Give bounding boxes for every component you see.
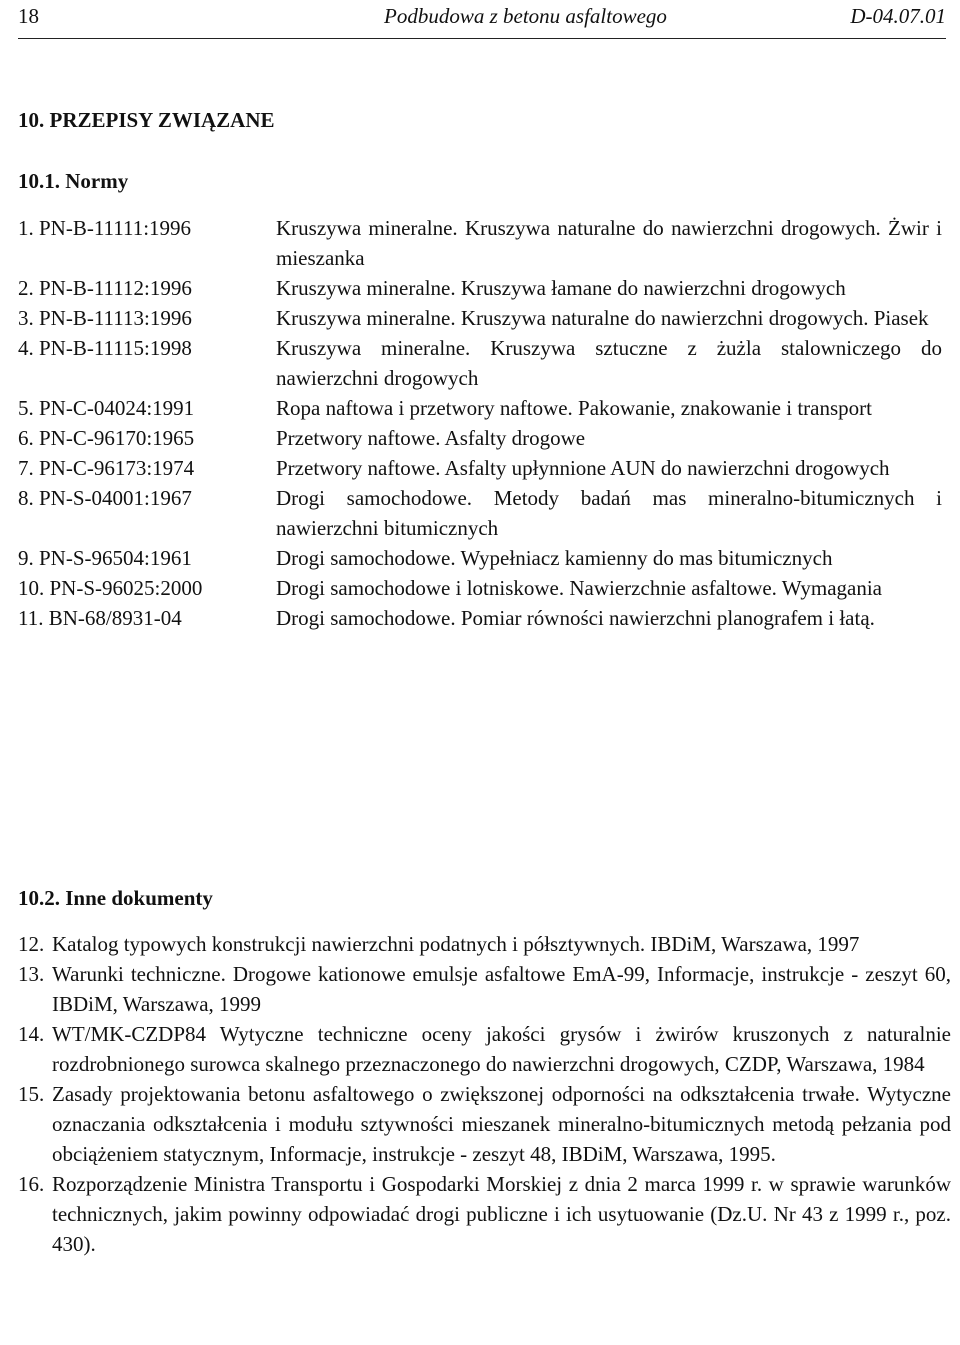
- document-text: Katalog typowych konstrukcji nawierzchni podatnych i półsztywnych. IBDiM, Warszawa, 1997: [52, 932, 860, 956]
- document-item: [18, 1079, 951, 1169]
- norm-code: 2. PN-B-11112:1996: [18, 276, 192, 300]
- norm-item: [18, 483, 942, 543]
- document-text: WT/MK-CZDP84 Wytyczne techniczne oceny jakości grysów i żwirów kruszonych z naturalnie rozdrobnionego surowca skalnego przeznaczonego do nawierzchni drogowych, CZDP, Warszawa, 1984: [52, 1022, 951, 1076]
- norm-code: 11. BN-68/8931-04: [18, 606, 182, 630]
- norm-item: [18, 393, 942, 423]
- document-item: [18, 1019, 951, 1079]
- norms-heading: 10.1. Normy: [18, 169, 129, 193]
- document-number: 15.: [18, 1082, 45, 1106]
- norm-item: [18, 573, 942, 603]
- document-text: Zasady projektowania betonu asfaltowego o zwiększonej odporności na odkształcenia trwałe. Wytyczne oznaczania odkształcenia i modułu sztywności mieszanek mineralno-bitumicznych metodą pełzania pod obciążeniem statycznym, Informacje, instrukcje - zeszyt 48, IBDiM, Warszawa, 1995.: [52, 1082, 951, 1166]
- running-title: Podbudowa z betonu asfaltowego: [384, 4, 667, 28]
- norm-description: Drogi samochodowe. Wypełniacz kamienny do mas bitumicznych: [276, 546, 833, 570]
- norm-code: 9. PN-S-96504:1961: [18, 546, 192, 570]
- document-item: [18, 929, 951, 959]
- norm-description: Ropa naftowa i przetwory naftowe. Pakowanie, znakowanie i transport: [276, 396, 872, 420]
- norm-code: 4. PN-B-11115:1998: [18, 336, 192, 360]
- document-item: [18, 959, 951, 1019]
- norm-code: 1. PN-B-11111:1996: [18, 216, 192, 240]
- norm-item: [18, 453, 942, 483]
- norm-description: Kruszywa mineralne. Kruszywa naturalne do nawierzchni drogowych. Piasek: [276, 306, 929, 330]
- norm-code: 10. PN-S-96025:2000: [18, 576, 203, 600]
- norm-code: 6. PN-C-96170:1965: [18, 426, 195, 450]
- other-documents-list: [18, 929, 951, 1259]
- norm-item: [18, 333, 942, 393]
- norm-description: Przetwory naftowe. Asfalty drogowe: [276, 426, 586, 450]
- norm-description: Drogi samochodowe i lotniskowe. Nawierzchnie asfaltowe. Wymagania: [276, 576, 882, 600]
- document-number: 14.: [18, 1022, 45, 1046]
- norms-list: [18, 213, 942, 633]
- norm-description: Kruszywa mineralne. Kruszywa łamane do nawierzchni drogowych: [276, 276, 846, 300]
- norm-item: [18, 603, 942, 633]
- document-text: Rozporządzenie Ministra Transportu i Gospodarki Morskiej z dnia 2 marca 1999 r. w sprawie warunków technicznych, jakim powinny odpowiadać drogi publiczne i ich usytuowanie (Dz.U. Nr 43 z 1999 r., poz. 430).: [52, 1172, 951, 1256]
- norm-code: 7. PN-C-96173:1974: [18, 456, 195, 480]
- norm-item: [18, 303, 942, 333]
- norm-item: [18, 543, 942, 573]
- norm-item: [18, 273, 942, 303]
- document-code: D-04.07.01: [850, 4, 946, 28]
- document-number: 16.: [18, 1172, 45, 1196]
- norm-item: [18, 213, 942, 273]
- norm-description: Drogi samochodowe. Metody badań mas mineralno-bitumicznych i nawierzchni bitumicznych: [276, 486, 942, 540]
- document-text: Warunki techniczne. Drogowe kationowe emulsje asfaltowe EmA-99, Informacje, instrukcje - zeszyt 60, IBDiM, Warszawa, 1999: [52, 962, 951, 1016]
- document-number: 12.: [18, 932, 45, 956]
- document-item: [18, 1169, 951, 1259]
- section-title: 10. PRZEPISY ZWIĄZANE: [18, 108, 275, 132]
- norm-description: Kruszywa mineralne. Kruszywa sztuczne z żużla stalowniczego do nawierzchni drogowych: [276, 336, 942, 390]
- norm-code: 5. PN-C-04024:1991: [18, 396, 195, 420]
- norm-description: Drogi samochodowe. Pomiar równości nawierzchni planografem i łatą.: [276, 606, 875, 630]
- norm-item: [18, 423, 942, 453]
- page-number: 18: [18, 4, 39, 28]
- norm-description: Kruszywa mineralne. Kruszywa naturalne do nawierzchni drogowych. Żwir i mieszanka: [276, 216, 942, 270]
- norm-description: Przetwory naftowe. Asfalty upłynnione AUN do nawierzchni drogowych: [276, 456, 890, 480]
- page-header: [18, 2, 946, 39]
- norm-code: 3. PN-B-11113:1996: [18, 306, 192, 330]
- document-number: 13.: [18, 962, 45, 986]
- other-documents-heading: 10.2. Inne dokumenty: [18, 886, 213, 910]
- norm-code: 8. PN-S-04001:1967: [18, 486, 192, 510]
